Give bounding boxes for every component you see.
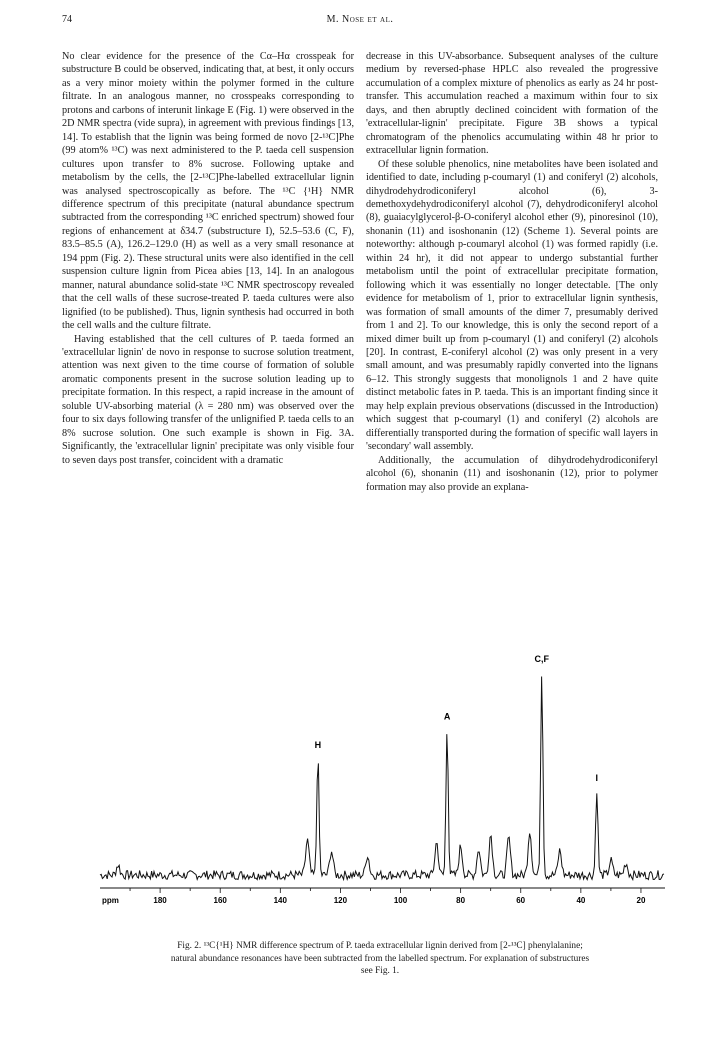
x-axis [100, 888, 665, 905]
nmr-spectrum-chart [80, 640, 680, 920]
figure-caption [84, 940, 676, 978]
peak-label-a: A [443, 711, 451, 722]
spectrum-trace-group [100, 677, 664, 880]
right-paragraph-1: decrease in this UV-absorbance. Subsequent analyses of the culture medium by reversed-phase HPLC also revealed the progressive accumulation of a complex mixture of phenolics as early as 24 hr post-transfer. This accumulation reached a maximum within four to six days, and then abruptly declined coincident with formation of the 'extracellular-lignin' precipitate. Figure 3B shows a typical chromatogram of the phenolics accumulating within 48 hr prior to extracellular lignin formation. [366, 51, 658, 157]
peak-label-i: I [595, 772, 599, 783]
x-axis-tick-label: 160 [213, 896, 227, 905]
right-paragraph-3: Additionally, the accumulation of dihydrodehydrodiconiferyl alcohol (6), shonanin (11) and isoshonanin (12), prior to polymer formation may also provide an explana- [366, 454, 658, 493]
caption-line-1: Fig. 2. ¹³C{¹H} NMR difference spectrum of P. taeda extracellular lignin derived from [2-¹³C] phenylalanine; [177, 941, 583, 951]
x-axis-tick-label: 100 [393, 896, 408, 905]
x-axis-tick-label: 80 [456, 896, 466, 905]
left-paragraph-1: No clear evidence for the presence of the Cα–Hα crosspeak for substructure B could be observed, indicating that, at best, it only occurs as a very minor moiety within the polymer formed in the culture filtrate. In an analogous manner, no crosspeaks corresponding to protons and carbons of interunit linkage E (Fig. 1) were observed in the 2D NMR spectra (vide supra), in agreement with previous findings [13, 14]. To establish that the lignin was being formed de novo [2-¹³C]Phe (99 atom% ¹³C) was next administered to the P. taeda cell suspension cultures upon transfer to 8% sucrose. Following uptake and metabolism by the cells, the [2-¹³C]Phe-labelled extracellular lignin was analysed spectroscopically as before. The ¹³C {¹H} NMR difference spectrum of this precipitate (natural abundance spectrum subtracted from the corresponding ¹³C enriched spectrum) showed four regions of enhancement at δ34.7 (substructure I), 52.5–53.6 (C, F), 83.5–85.5 (A), 126.2–129.0 (H) as well as a very small resonance at 194 ppm (Fig. 2). These structural units were also identified in the cell suspension culture lignin from Picea abies [13, 14]. In an analogous manner, natural abundance solid-state ¹³C NMR spectroscopy revealed that the cell walls of these sucrose-treated P. taeda cultures were also lignified (to be published). Thus, lignin synthesis had occurred in both the cell walls and the culture filtrate. [62, 51, 354, 332]
x-axis-unit-label: ppm [102, 896, 119, 905]
right-column [366, 50, 658, 494]
right-paragraph-2: Of these soluble phenolics, nine metabolites have been isolated and identified to date, including p-coumaryl (1) and coniferyl (2) alcohols, dihydrodehydrodiconiferyl alcohol (6), 3-demethoxydehydrodiconiferyl alcohol (7), dehydrodiconiferyl alcohol (8), guaiacylglycerol-β-O-coniferyl alcohol ether (9), pinoresinol (10), shonanin (11) and isoshonanin (12) (Scheme 1). Several points are noteworthy: although p-coumaryl alcohol (1) was formed rapidly (i.e. within 24 hr), it did not appear to undergo substantial further metabolism until the point of extracellular precipitate formation, following which it was essentially no longer detectable. [The only evidence for metabolism of 1, prior to extracellular lignin synthesis, was formation of small amounts of the dimer 7, presumably derived from 1 and 2]. To our knowledge, this is only the second report of a mixed dimer built up from p-coumaryl (1) and coniferyl (2) alcohols [20]. In contrast, E-coniferyl alcohol (2) was only present in a very small amount, and was presumably rapidly converted into the lignans 6–12. This strongly suggests that monolignols 1 and 2 have quite distinct metabolic fates in P. taeda. This is an important finding since it may help explain previous observations (discussed in the Introduction) which suggest that p-coumaryl (1) and coniferyl (2) alcohols are differentially transported during the formation of specific wall layers in 'secondary' wall assembly. [366, 158, 658, 453]
x-axis-tick-label: 140 [273, 896, 287, 905]
x-axis-tick-label: 40 [576, 896, 586, 905]
left-paragraph-2: Having established that the cell cultures of P. taeda formed an 'extracellular lignin' de novo in response to sucrose solution treatment, attention was next given to the time course of formation of soluble aromatic components present in the sucrose solution leading up to precipitate formation. In this respect, a rapid increase in the amount of soluble UV-absorbing material (λ = 280 nm) was observed over the four to six days following transfer of the unlignified P. taeda cells to an 8% sucrose solution. One such example is shown in Fig. 3A. Significantly, the 'extracellular lignin' precipitate was only visible four to seven days post transfer, coincident with a dramatic [62, 333, 354, 466]
x-axis-tick-label: 20 [636, 896, 646, 905]
x-axis-tick-label: 120 [333, 896, 348, 905]
left-column [62, 50, 354, 467]
page-number: 74 [62, 14, 72, 25]
peak-label-cf: C,F [534, 654, 550, 664]
running-head-text: M. Nose et al. [326, 14, 394, 25]
caption-line-2: natural abundance resonances have been subtracted from the labelled spectrum. For explanation of substructures [170, 953, 590, 964]
peak-label-h: H [314, 740, 322, 751]
x-axis-tick-label: 60 [516, 896, 526, 905]
caption-line-3: see Fig. 1. [360, 966, 400, 976]
x-axis-tick-label: 180 [153, 896, 167, 905]
spectrum-line [100, 677, 664, 880]
running-head [0, 14, 720, 25]
peak-labels-group [315, 654, 598, 783]
